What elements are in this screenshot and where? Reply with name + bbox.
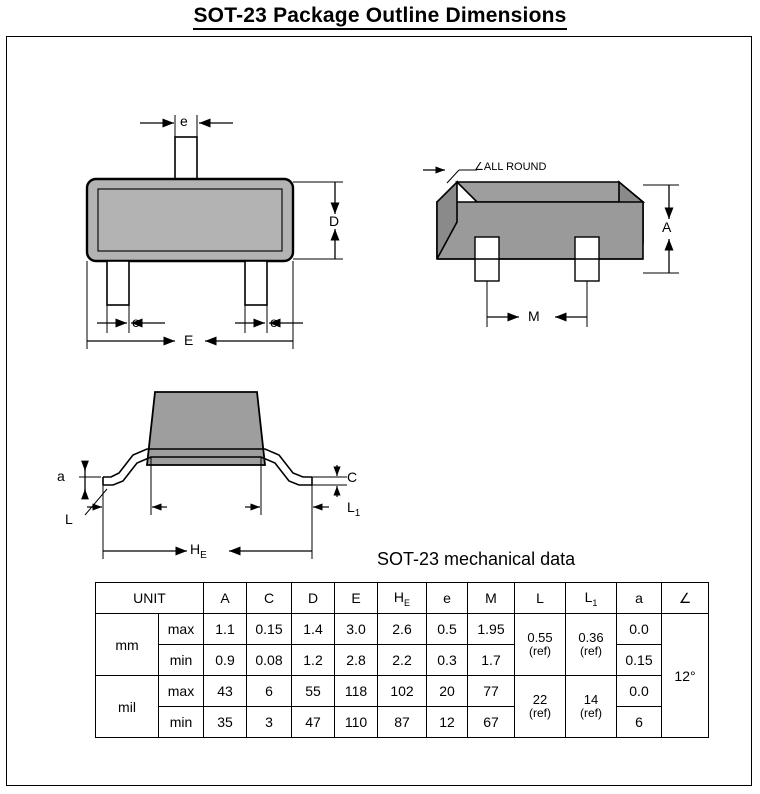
cell-mm-max-e: 0.5 — [427, 614, 468, 645]
mechanical-data-table — [95, 582, 709, 738]
cell-mil-min-A: 35 — [204, 707, 247, 738]
label-D: D — [329, 213, 340, 229]
table-row — [96, 645, 709, 676]
table-title: SOT-23 mechanical data — [377, 549, 576, 569]
minmax-mm-max: max — [159, 614, 204, 645]
cell-mm-max-a: 0.0 — [617, 614, 662, 645]
label-L: L — [65, 511, 73, 527]
minmax-mm-min: min — [159, 645, 204, 676]
cell-mil-min-a: 6 — [617, 707, 662, 738]
header-L: L — [515, 583, 566, 614]
label-e-right: e — [270, 314, 278, 330]
diagram-stage — [7, 37, 753, 787]
header-a: a — [617, 583, 662, 614]
table-row — [96, 614, 709, 645]
cell-mil-min-E: 110 — [335, 707, 378, 738]
cell-mil-max-C: 6 — [247, 676, 292, 707]
header-D: D — [292, 583, 335, 614]
page-title-text: SOT-23 Package Outline Dimensions — [193, 4, 566, 30]
cell-mil-max-E: 118 — [335, 676, 378, 707]
cell-mm-max-C: 0.15 — [247, 614, 292, 645]
table-row — [96, 707, 709, 738]
label-L1: $L_1$ — [347, 499, 361, 519]
label-E: E — [184, 332, 194, 348]
cell-mm-L1: 0.36 (ref) — [566, 614, 617, 676]
cell-mm-max-D: 1.4 — [292, 614, 335, 645]
header-unit: UNIT — [96, 583, 204, 614]
label-a: a — [57, 468, 65, 484]
cell-mm-max-HE: 2.6 — [378, 614, 427, 645]
cell-mil-L1: 14 (ref) — [566, 676, 617, 738]
header-L1: $L_1$ — [566, 583, 617, 614]
header-A: A — [204, 583, 247, 614]
cell-mm-max-A: 1.1 — [204, 614, 247, 645]
unit-mm: mm — [96, 614, 159, 676]
cell-mil-max-e: 20 — [427, 676, 468, 707]
cell-mil-min-e: 12 — [427, 707, 468, 738]
label-e-top: e — [180, 113, 188, 129]
table-row — [96, 676, 709, 707]
cell-mil-min-HE: 87 — [378, 707, 427, 738]
header-e: e — [427, 583, 468, 614]
header-C: C — [247, 583, 292, 614]
cell-mil-max-HE: 102 — [378, 676, 427, 707]
header-HE: $H_E$ — [378, 583, 427, 614]
header-angle: ∠ — [662, 583, 709, 614]
label-M: M — [528, 308, 540, 324]
cell-mil-max-M: 77 — [468, 676, 515, 707]
cell-mm-min-A: 0.9 — [204, 645, 247, 676]
header-E: E — [335, 583, 378, 614]
unit-mil: mil — [96, 676, 159, 738]
cell-mil-min-M: 67 — [468, 707, 515, 738]
minmax-mil-min: min — [159, 707, 204, 738]
cell-mm-min-E: 2.8 — [335, 645, 378, 676]
label-C: C — [347, 469, 358, 485]
cell-mil-max-D: 55 — [292, 676, 335, 707]
label-e-left: e — [132, 314, 140, 330]
cell-mil-L: 22 (ref) — [515, 676, 566, 738]
cell-mm-min-C: 0.08 — [247, 645, 292, 676]
cell-mm-max-M: 1.95 — [468, 614, 515, 645]
minmax-mil-max: max — [159, 676, 204, 707]
cell-mm-min-M: 1.7 — [468, 645, 515, 676]
label-all-round: ∠ALL ROUND — [474, 161, 547, 173]
cell-mm-min-a: 0.15 — [617, 645, 662, 676]
header-M: M — [468, 583, 515, 614]
label-HE: $H_E$ — [190, 541, 207, 561]
cell-mil-max-A: 43 — [204, 676, 247, 707]
cell-mm-min-e: 0.3 — [427, 645, 468, 676]
cell-mil-min-D: 47 — [292, 707, 335, 738]
diagram-frame — [6, 36, 752, 786]
page-title — [0, 4, 760, 28]
cell-mil-min-C: 3 — [247, 707, 292, 738]
cell-mm-max-E: 3.0 — [335, 614, 378, 645]
table-header-row — [96, 583, 709, 614]
cell-mm-L: 0.55 (ref) — [515, 614, 566, 676]
cell-angle: 12° — [662, 614, 709, 738]
cell-mm-min-HE: 2.2 — [378, 645, 427, 676]
label-A: A — [662, 219, 672, 235]
cell-mm-min-D: 1.2 — [292, 645, 335, 676]
cell-mil-max-a: 0.0 — [617, 676, 662, 707]
